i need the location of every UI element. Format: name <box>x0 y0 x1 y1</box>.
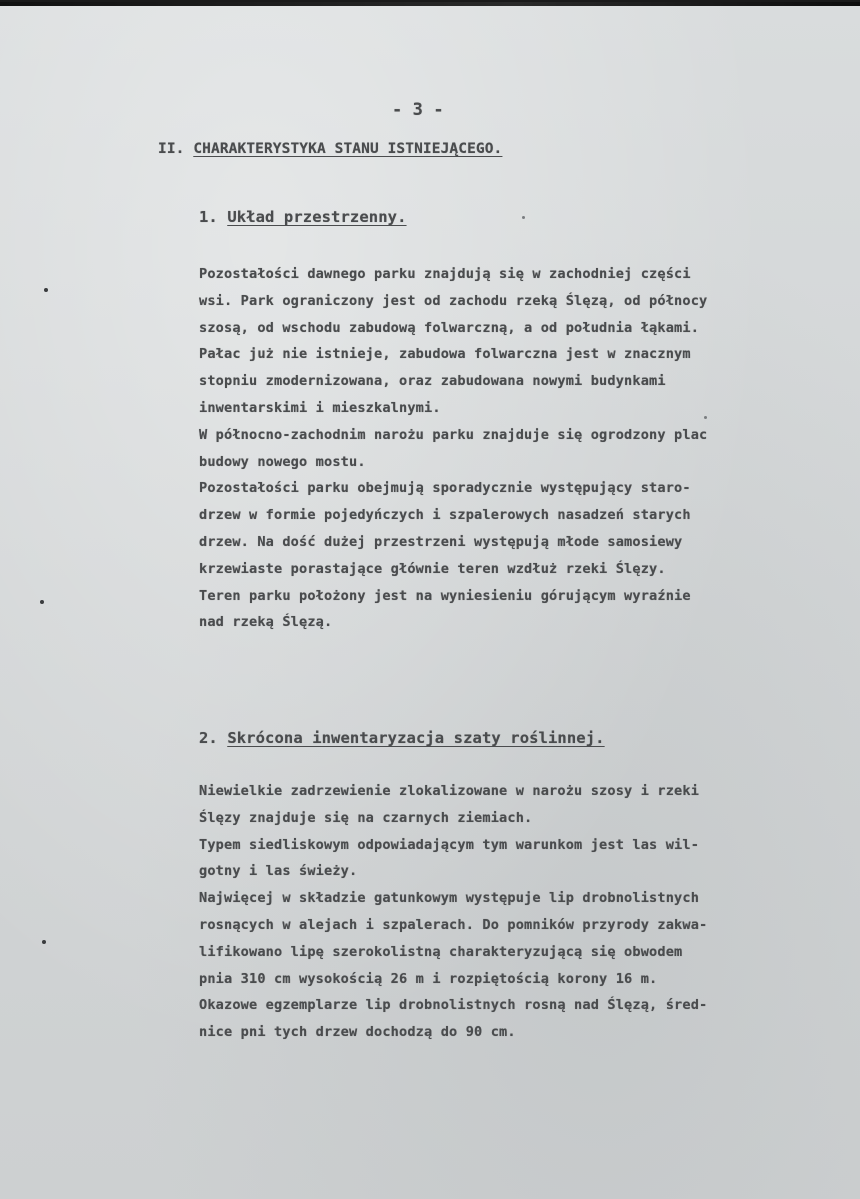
scan-top-edge <box>0 2 860 6</box>
text-line: W północno-zachodnim narożu parku znajduje się ogrodzony plac <box>199 426 708 443</box>
text-line: drzew w formie pojedyńczych i szpalerowych nasadzeń starych <box>199 507 691 524</box>
text-line: Niewielkie zadrzewienie zlokalizowane w narożu szosy i rzeki <box>199 783 700 799</box>
text-line: krzewiaste porastające głównie teren wzdłuż rzeki Ślęzy. <box>199 560 666 577</box>
paper-speck <box>704 416 707 419</box>
subsection-1-title: Układ przestrzenny. <box>227 208 407 226</box>
subsection-2-heading <box>199 729 605 747</box>
text-line: nice pni tych drzew dochodzą do 90 cm. <box>199 1024 516 1041</box>
text-line: rosnących w alejach i szpalerach. Do pomników przyrody zakwa- <box>199 916 708 933</box>
text-line: Teren parku położony jest na wyniesieniu górującym wyraźnie <box>199 587 691 604</box>
text-line: szosą, od wschodu zabudową folwarczną, a od południa łąkami. <box>199 319 700 336</box>
page-number: - 3 - <box>392 100 444 120</box>
text-line: budowy nowego mostu. <box>199 453 366 470</box>
text-line: Pozostałości dawnego parku znajdują się w zachodniej części <box>199 266 691 282</box>
text-line: gotny i las świeży. <box>199 863 358 880</box>
section-title: CHARAKTERYSTYKA STANU ISTNIEJĄCEGO. <box>193 141 503 157</box>
text-line: Ślęzy znajduje się na czarnych ziemiach. <box>199 809 533 826</box>
paragraph-vegetation-inventory <box>199 778 839 1046</box>
punch-mark <box>44 288 48 292</box>
text-line: inwentarskimi i mieszkalnymi. <box>199 399 441 416</box>
punch-mark <box>42 940 46 944</box>
paper-speck <box>522 216 525 219</box>
text-line: Pałac już nie istnieje, zabudowa folwarczna jest w znacznym <box>199 346 691 363</box>
text-line: lifikowano lipę szerokolistną charakteryzującą się obwodem <box>199 943 683 960</box>
typewritten-page <box>0 2 860 1199</box>
text-line: Pozostałości parku obejmują sporadycznie występujący staro- <box>199 480 691 497</box>
section-heading <box>158 141 502 157</box>
text-line: pnia 310 cm wysokością 26 m i rozpiętością korony 16 m. <box>199 970 658 987</box>
subsection-1-heading <box>199 208 407 226</box>
text-line: Okazowe egzemplarze lip drobnolistnych rosną nad Ślęzą, śred- <box>199 997 708 1014</box>
subsection-1-number: 1. <box>199 208 218 226</box>
text-line: Typem siedliskowym odpowiadającym tym warunkom jest las wil- <box>199 836 700 853</box>
text-line: Najwięcej w składzie gatunkowym występuje lip drobnolistnych <box>199 890 700 907</box>
subsection-2-number: 2. <box>199 729 218 747</box>
punch-mark <box>40 600 44 604</box>
subsection-2-title: Skrócona inwentaryzacja szaty roślinnej. <box>227 729 605 747</box>
paragraph-spatial-layout <box>199 261 839 636</box>
section-prefix: II. <box>158 141 185 157</box>
text-line: stopniu zmodernizowana, oraz zabudowana nowymi budynkami <box>199 373 666 390</box>
text-line: nad rzeką Ślęzą. <box>199 614 333 631</box>
text-line: wsi. Park ograniczony jest od zachodu rzeką Ślęzą, od północy <box>199 292 708 309</box>
text-line: drzew. Na dość dużej przestrzeni występują młode samosiewy <box>199 533 683 550</box>
